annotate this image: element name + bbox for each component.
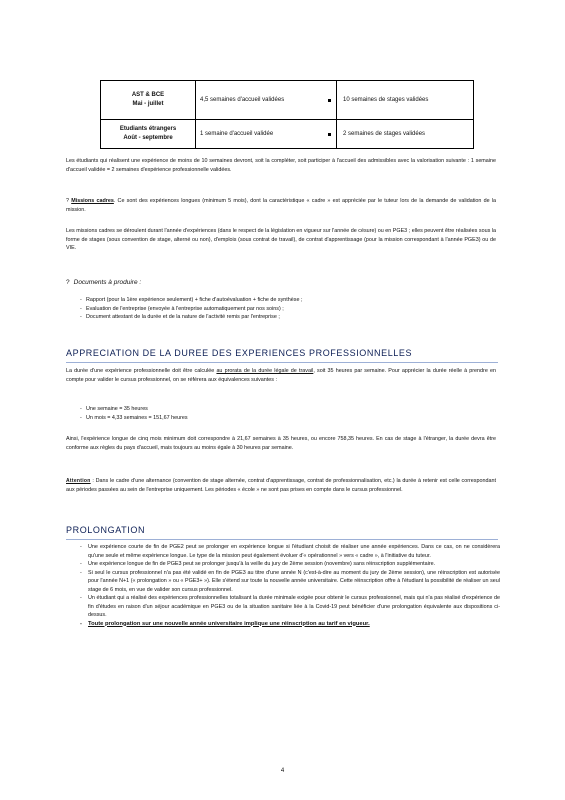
paragraph-missions-cadres — [66, 197, 496, 214]
duree-text-end: , soit 35 heures par semaine. Pour apprécier la durée réelle à prendre en compte pour valider le cursus professionnel, on se référera aux équivalences suivantes : — [66, 368, 496, 383]
paragraph-ainsi: Ainsi, l'expérience longue de cinq mois minimum doit correspondre à 21,67 semaines à 35 heures, ou encore 758,35 heures. En cas de stage à l'étranger, la durée devra être conforme aux règles du pays d'accueil, mais toujours au moins égale à 30 heures par semaine. — [66, 436, 496, 451]
section-title-prolongation: PROLONGATION — [66, 525, 146, 535]
stages-value: 2 semaines de stages validées — [343, 131, 426, 137]
square-bullet-icon — [328, 133, 331, 136]
missions-text: . Ce sont des expériences longues (minimum 5 mois), dont la caractéristique « cadre » est appréciée par le tuteur lors de la demande de validation de la mission. — [66, 198, 496, 213]
list-item: - Un étudiant qui a réalisé des expériences professionnelles totalisant la durée minimale exigée pour obtenir le cursus professionnel, mais qui n'a pas réalisé d'expérience de fin d'études en raison d'un séjour académique en PGE3 ou de la situation sanitaire liée à la Covid-19 peut bénéficier d'une prolongation équivalente aux dispositions ci-dessus. — [80, 594, 500, 620]
documents-list — [80, 296, 490, 322]
paragraph-attention — [66, 477, 496, 494]
table-cell-group — [101, 81, 196, 120]
duree-text-start: La durée d'une expérience professionnelle doit être calculée — [66, 368, 217, 374]
missions-title: Missions cadres — [71, 198, 114, 204]
stage-equivalence-table — [100, 80, 474, 149]
period-label: Août - septembre — [123, 135, 173, 141]
documents-title: Documents à produire : — [73, 279, 142, 286]
equivalences-list — [80, 405, 490, 422]
section-divider — [66, 362, 498, 363]
group-label: Etudiants étrangers — [119, 126, 177, 132]
table-cell-stages — [337, 81, 474, 120]
accueil-value: 1 semaine d'accueil validée — [200, 131, 274, 137]
list-item: - Document attestant de la durée et de la nature de l'activité remis par l'entreprise ; — [80, 313, 490, 322]
paragraph-duree — [66, 367, 496, 384]
table-row — [101, 120, 474, 149]
section-title-duree: APPRECIATION DE LA DUREE DES EXPERIENCES PROFESSIONNELLES — [66, 348, 413, 358]
period-label: Mai - juillet — [132, 101, 164, 107]
documents-heading — [66, 279, 141, 286]
duree-text-underlined: au prorata de la durée légale de travail — [216, 368, 314, 374]
square-bullet-icon — [328, 99, 331, 102]
question-marker-icon: ? — [66, 198, 69, 204]
list-item: - Une expérience longue de fin de PGE3 peut se prolonger jusqu'à la veille du jury de 2ème session (novembre) sans réinscription supplémentaire. — [80, 560, 500, 569]
accueil-value: 4,5 semaines d'accueil validées — [200, 97, 285, 103]
table-row — [101, 81, 474, 120]
stages-value: 10 semaines de stages validées — [343, 97, 429, 103]
list-item: - Toute prolongation sur une nouvelle année universitaire implique une réinscription au tarif en vigueur. — [80, 620, 500, 629]
attention-label: Attention — [66, 478, 91, 484]
list-item: - Une semaine = 35 heures — [80, 405, 490, 414]
table-cell-group — [101, 120, 196, 149]
list-item: - Une expérience courte de fin de PGE2 peut se prolonger en expérience longue si l'étudiant choisit de réaliser une année expériences. Dans ce cas, on ne considèrera qu'une seule et même expérience longue. Le type de la mission peut également évoluer d'« opérationnel » vers « cadre », à l'initiative du tuteur. — [80, 543, 500, 560]
section-divider — [66, 539, 498, 540]
table-cell-accueil — [196, 81, 337, 120]
paragraph-completer: Les étudiants qui réalisent une expérience de moins de 10 semaines devront, soit la compléter, soit participer à l'accueil des admissibles avec la valorisation suivante : 1 semaine d'accueil validée = 2 semaines d'expérience professionnelle validées. — [66, 158, 496, 173]
table-cell-stages — [337, 120, 474, 149]
table-cell-accueil — [196, 120, 337, 149]
group-label: AST & BCE — [131, 92, 165, 98]
list-item: - Si seul le cursus professionnel n'a pas été validé en fin de PGE3 au titre d'une année N (c'est-à-dire au moment du jury de 2ème session), une réinscription est autorisée pour l'année N+1 (« prolongation » ou « PGE3+ »). Elle s'étend sur toute la nouvelle année universitaire. Cette réinscription offre à l'étudiant la possibilité de réaliser un seul stage de 6 mois, en vue de valider son cursus professionnel. — [80, 569, 500, 595]
list-item: - Un mois = 4,33 semaines = 151,67 heures — [80, 414, 490, 423]
paragraph-missions-detail: Les missions cadres se déroulent durant l'année d'expériences (dans le respect de la législation en vigueur sur l'année de césure) ou en PGE3 ; elles peuvent être réalisées sous la forme de stages (sous convention de stage, alterné ou non), d'emplois (sous contrat de travail), de contrat d'apprentissage (pour la mission correspondant à l'année PGE3) ou de VIE. — [66, 228, 496, 251]
prolongation-list — [80, 543, 500, 628]
list-item: - Rapport (pour la 1ère expérience seulement) + fiche d'autoévaluation + fiche de synthèse ; — [80, 296, 490, 305]
list-item: - Evaluation de l'entreprise (envoyée à l'entreprise automatiquement par nos soins) ; — [80, 305, 490, 314]
attention-text: : Dans le cadre d'une alternance (convention de stage alternée, contrat d'apprentissage, contrat de professionnalisation, etc.) la durée à retenir est celle correspondant aux périodes passées au sein de l'entreprise uniquement. Les périodes « école » ne sont pas prises en compte dans le cursus professionnel. — [66, 478, 496, 493]
question-marker-icon: ? — [66, 279, 70, 286]
page-number: 4 — [280, 768, 285, 774]
